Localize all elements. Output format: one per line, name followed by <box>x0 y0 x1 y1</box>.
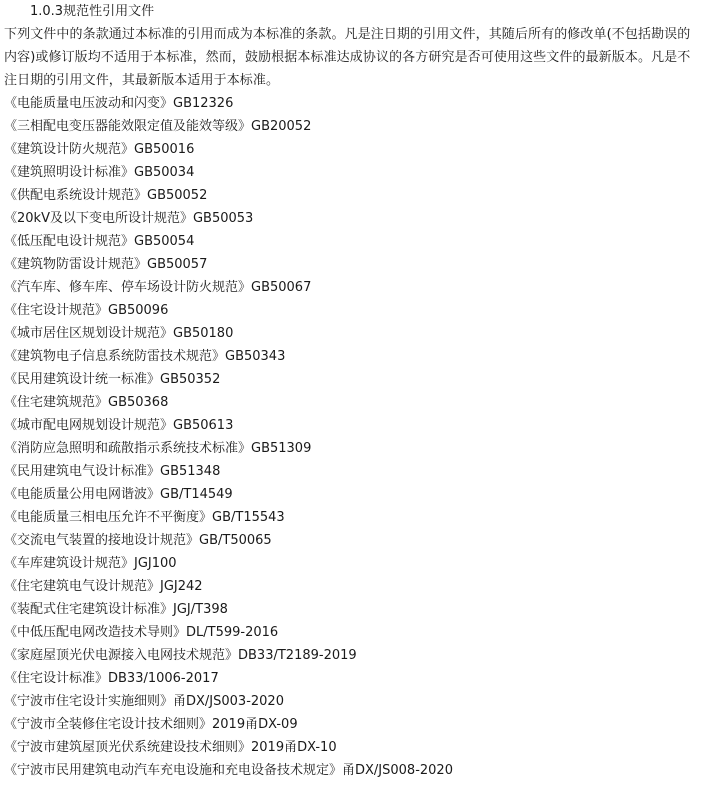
reference-item: 《民用建筑设计统一标准》GB50352 <box>4 372 221 387</box>
reference-item: 《电能质量电压波动和闪变》GB12326 <box>4 96 234 111</box>
intro-paragraph: 下列文件中的条款通过本标准的引用而成为本标准的条款。凡是注日期的引用文件，其随后所有的修改单(不包括勘误的内容)或修订版均不适用于本标准，然而，鼓励根据本标准达成协议的各方研究是否可使用这些文件的最新版本。凡是不注日期的引用文件，其最新版本适用于本标准。 <box>4 27 691 88</box>
reference-item: 《三相配电变压器能效限定值及能效等级》GB20052 <box>4 119 312 134</box>
reference-item: 《装配式住宅建筑设计标准》JGJ/T398 <box>4 602 228 617</box>
reference-item: 《汽车库、修车库、停车场设计防火规范》GB50067 <box>4 280 312 295</box>
reference-item: 《住宅建筑电气设计规范》JGJ242 <box>4 579 203 594</box>
reference-item: 《住宅设计标准》DB33/1006-2017 <box>4 671 219 686</box>
reference-item: 《低压配电设计规范》GB50054 <box>4 234 195 249</box>
reference-item: 《消防应急照明和疏散指示系统技术标准》GB51309 <box>4 441 312 456</box>
reference-item: 《交流电气装置的接地设计规范》GB/T50065 <box>4 533 272 548</box>
reference-item: 《中低压配电网改造技术导则》DL/T599-2016 <box>4 625 279 640</box>
reference-item: 《宁波市住宅设计实施细则》甬DX/JS003-2020 <box>4 694 284 709</box>
reference-item: 《建筑照明设计标准》GB50034 <box>4 165 195 180</box>
reference-item: 《电能质量公用电网谐波》GB/T14549 <box>4 487 233 502</box>
reference-item: 《供配电系统设计规范》GB50052 <box>4 188 208 203</box>
reference-item: 《电能质量三相电压允许不平衡度》GB/T15543 <box>4 510 285 525</box>
reference-item: 《民用建筑电气设计标准》GB51348 <box>4 464 221 479</box>
reference-item: 《建筑物电子信息系统防雷技术规范》GB50343 <box>4 349 286 364</box>
reference-item: 《住宅设计规范》GB50096 <box>4 303 169 318</box>
reference-item: 《宁波市全装修住宅设计技术细则》2019甬DX-09 <box>4 717 298 732</box>
reference-item: 《宁波市建筑屋顶光伏系统建设技术细则》2019甬DX-10 <box>4 740 337 755</box>
section-title: 1.0.3规范性引用文件 <box>30 4 155 19</box>
reference-item: 《建筑物防雷设计规范》GB50057 <box>4 257 208 272</box>
reference-list <box>4 92 702 782</box>
reference-item: 《宁波市民用建筑电动汽车充电设施和充电设备技术规定》甬DX/JS008-2020 <box>4 763 453 778</box>
reference-item: 《车库建筑设计规范》JGJ100 <box>4 556 177 571</box>
reference-item: 《住宅建筑规范》GB50368 <box>4 395 169 410</box>
reference-item: 《家庭屋顶光伏电源接入电网技术规范》DB33/T2189-2019 <box>4 648 357 663</box>
reference-item: 《20kV及以下变电所设计规范》GB50053 <box>4 211 254 226</box>
reference-item: 《城市居住区规划设计规范》GB50180 <box>4 326 234 341</box>
reference-item: 《城市配电网规划设计规范》GB50613 <box>4 418 234 433</box>
reference-item: 《建筑设计防火规范》GB50016 <box>4 142 195 157</box>
